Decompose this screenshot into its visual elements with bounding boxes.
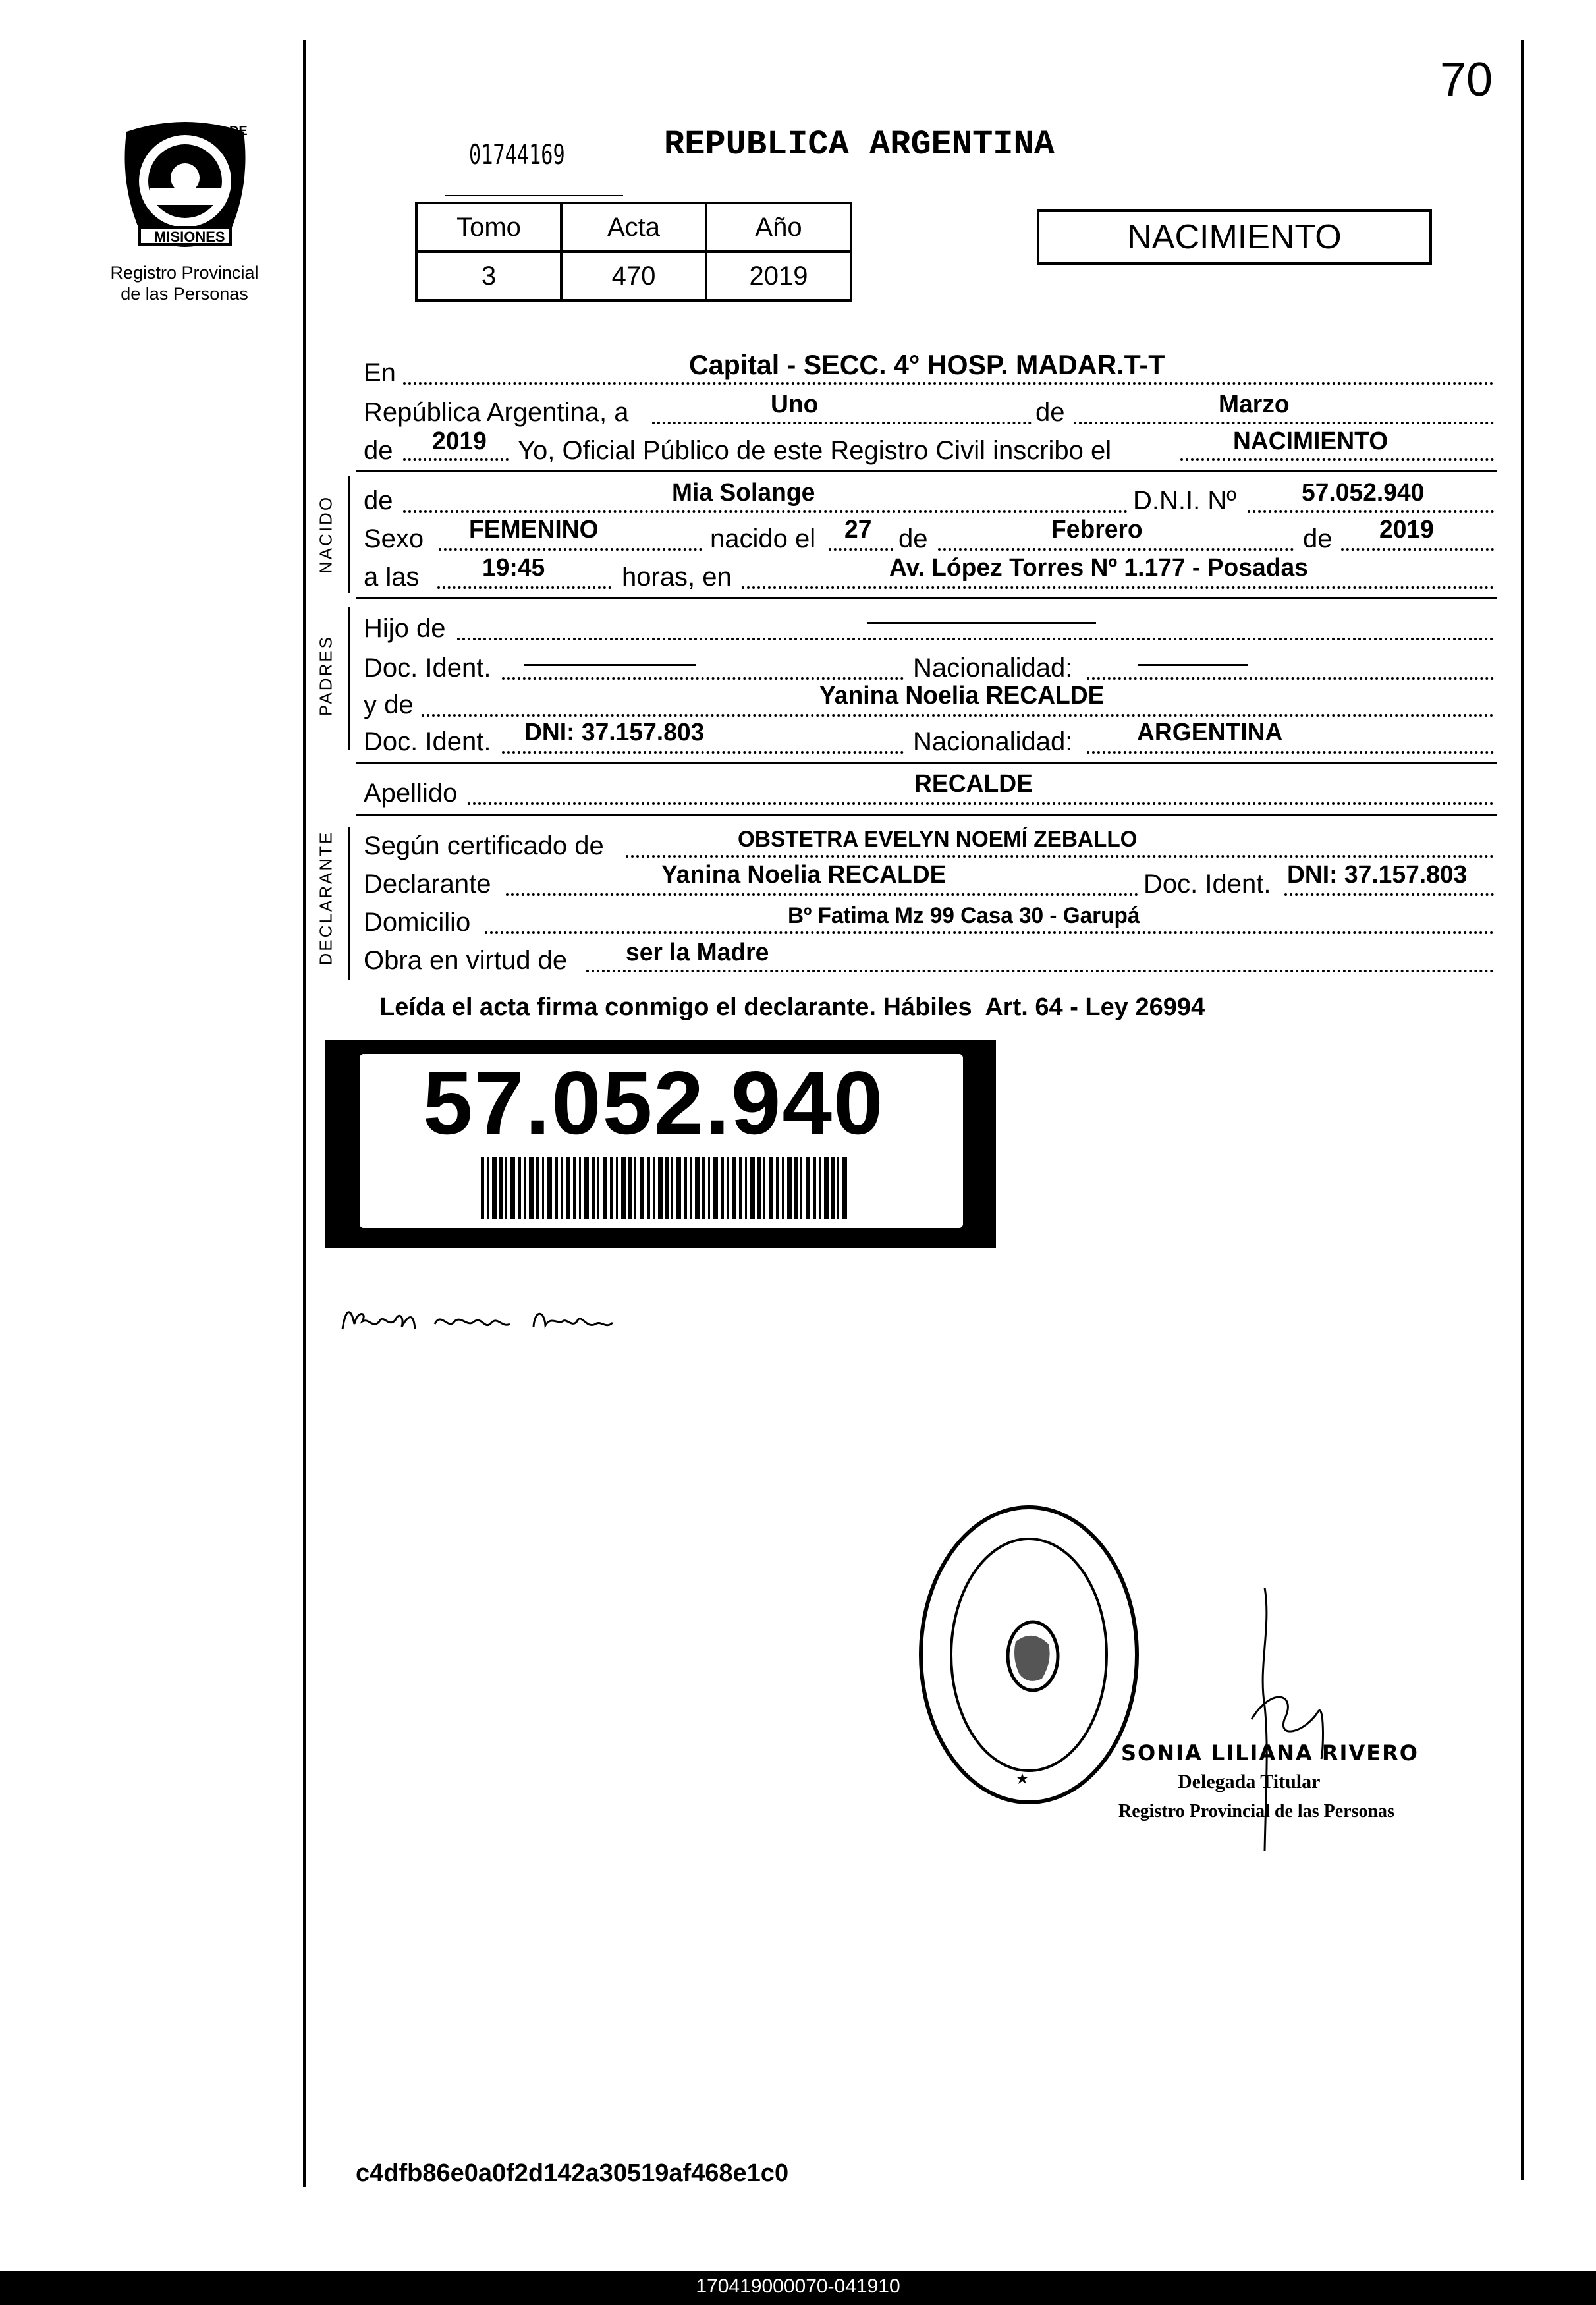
- apellido-value: RECALDE: [914, 770, 1033, 798]
- dots-father-doc: [502, 677, 904, 680]
- table-header-ano: Año: [706, 203, 851, 252]
- dots-name: [403, 510, 1128, 513]
- mother-nationality-value: ARGENTINA: [1137, 719, 1283, 746]
- nacido-side-label: NACIDO: [316, 495, 336, 574]
- officer-name: SONIA LILIANA RIVERO: [1121, 1740, 1419, 1765]
- birth-month-value: Febrero: [1051, 516, 1143, 543]
- y-de-label: y de: [364, 690, 414, 719]
- dots-place: [403, 382, 1494, 385]
- table-value-tomo: 3: [416, 252, 561, 300]
- de-label-1: de: [1035, 398, 1065, 427]
- dots-father-nat: [1087, 677, 1494, 680]
- table-value-acta: 470: [561, 252, 706, 300]
- declarante-side-label: DECLARANTE: [316, 830, 336, 966]
- serial-number: 01744169: [469, 138, 565, 171]
- obra-value: ser la Madre: [626, 939, 769, 966]
- dots-year: [403, 458, 509, 461]
- dots-birth-day: [829, 548, 893, 551]
- registry-table: [415, 202, 852, 302]
- document-hash: c4dfb86e0a0f2d142a30519af468e1c0: [356, 2159, 789, 2187]
- nacido-de-label: de: [364, 486, 393, 515]
- republic-label: República Argentina, a: [364, 398, 629, 427]
- dots-inscribe: [1180, 458, 1494, 461]
- padres-side-label: PADRES: [316, 635, 336, 716]
- doc-ident-label-2: Doc. Ident.: [364, 727, 491, 756]
- separator-1: [356, 470, 1497, 472]
- declarante-label: Declarante: [364, 870, 491, 899]
- dots-mother-nat: [1087, 751, 1494, 754]
- month-value: Marzo: [1219, 391, 1290, 418]
- registry-caption-line2: de las Personas: [121, 284, 248, 304]
- table-header-tomo: Tomo: [416, 203, 561, 252]
- dots-domicilio: [485, 931, 1494, 934]
- dots-mother: [422, 714, 1494, 717]
- table-header-acta: Acta: [561, 203, 706, 252]
- father-doc-dash: [524, 664, 696, 666]
- right-margin-line: [1521, 40, 1524, 2180]
- horas-label: horas, en: [622, 563, 732, 592]
- emblem-arc-text: PROVINCIA DE: [153, 124, 248, 138]
- page-number: 70: [1440, 53, 1493, 106]
- inscribe-type-value: NACIMIENTO: [1233, 428, 1389, 455]
- dni-label: D.N.I. Nº: [1133, 486, 1236, 515]
- officer-office: Registro Provincial de las Personas: [1118, 1801, 1394, 1821]
- separator-2: [356, 597, 1497, 599]
- registry-caption-line1: Registro Provincial: [110, 263, 259, 283]
- father-nat-dash: [1138, 664, 1248, 666]
- separator-3: [356, 762, 1497, 764]
- nacionalidad-label-1: Nacionalidad:: [913, 653, 1073, 682]
- obra-label: Obra en virtud de: [364, 946, 568, 975]
- dots-declarant: [506, 893, 1138, 896]
- declarant-doc-value: DNI: 37.157.803: [1287, 861, 1468, 889]
- record-type-box: NACIMIENTO: [1037, 209, 1432, 265]
- sexo-label: Sexo: [364, 524, 424, 553]
- sticker-number: 57.052.940: [423, 1053, 885, 1153]
- year-value: 2019: [432, 428, 487, 455]
- de-label-2: de: [364, 436, 393, 465]
- hijo-de-label: Hijo de: [364, 614, 446, 643]
- official-seal: [917, 1503, 1141, 1806]
- day-value: Uno: [771, 391, 819, 418]
- left-margin-line: [303, 40, 306, 2187]
- oficial-text: Yo, Oficial Público de este Registro Civil inscribo el: [518, 436, 1112, 465]
- domicilio-value: Bº Fatima Mz 99 Casa 30 - Garupá: [788, 903, 1140, 928]
- handwritten-signature: [336, 1298, 678, 1344]
- doc-ident-label-1: Doc. Ident.: [364, 653, 491, 682]
- emblem-banner-text: MISIONES: [154, 229, 225, 245]
- id-sticker: [325, 1040, 996, 1248]
- header-title: REPUBLICA ARGENTINA: [664, 125, 1055, 164]
- dots-father: [457, 638, 1494, 640]
- place-value: Capital - SECC. 4° HOSP. MADAR.T-T: [689, 349, 1165, 380]
- registry-caption: [86, 262, 283, 304]
- reading-note: Leída el acta firma conmigo el declarante. Hábiles Art. 64 - Ley 26994: [379, 993, 1205, 1021]
- dots-time: [437, 586, 611, 589]
- dots-obra: [586, 970, 1494, 972]
- en-label: En: [364, 358, 396, 387]
- dots-birth-year: [1341, 548, 1494, 551]
- child-name-value: Mia Solange: [672, 479, 815, 507]
- birth-place-value: Av. López Torres Nº 1.177 - Posadas: [889, 554, 1308, 582]
- mother-name-value: Yanina Noelia RECALDE: [819, 682, 1105, 709]
- dots-birth-place: [742, 586, 1494, 589]
- declarant-value: Yanina Noelia RECALDE: [661, 861, 947, 889]
- province-emblem: [113, 105, 257, 256]
- nacido-de-label-3: de: [1303, 524, 1333, 553]
- declarante-bracket: [348, 827, 350, 980]
- dots-day: [652, 422, 1032, 424]
- nacido-de-label-2: de: [898, 524, 928, 553]
- father-dash: [867, 622, 1096, 624]
- sticker-barcode: [481, 1157, 850, 1219]
- certificate-value: OBSTETRA EVELYN NOEMÍ ZEBALLO: [738, 827, 1138, 852]
- cert-label: Según certificado de: [364, 831, 604, 860]
- padres-bracket: [348, 607, 350, 750]
- nacido-el-label: nacido el: [710, 524, 816, 553]
- officer-role: Delegada Titular: [1178, 1771, 1321, 1792]
- decl-doc-label: Doc. Ident.: [1143, 870, 1271, 899]
- mother-doc-value: DNI: 37.157.803: [524, 719, 705, 746]
- serial-underline: [445, 195, 623, 196]
- birth-day-value: 27: [844, 516, 872, 543]
- dots-month: [1074, 422, 1494, 424]
- dots-mother-doc: [502, 751, 904, 754]
- dots-apellido: [468, 802, 1494, 805]
- dots-birth-month: [938, 548, 1294, 551]
- dots-cert: [626, 855, 1494, 858]
- dots-dni: [1248, 510, 1494, 513]
- dots-sexo: [439, 548, 702, 551]
- table-value-ano: 2019: [706, 252, 851, 300]
- a-las-label: a las: [364, 563, 420, 592]
- dots-declarant-doc: [1284, 893, 1494, 896]
- domicilio-label: Domicilio: [364, 908, 471, 937]
- nacionalidad-label-2: Nacionalidad:: [913, 727, 1073, 756]
- footer-code: 170419000070-041910: [696, 2275, 900, 2297]
- birth-year-value: 2019: [1379, 516, 1434, 543]
- separator-4: [356, 814, 1497, 816]
- child-dni-value: 57.052.940: [1302, 479, 1425, 507]
- sexo-value: FEMENINO: [469, 516, 599, 543]
- nacido-bracket: [348, 476, 350, 593]
- time-value: 19:45: [482, 554, 545, 582]
- apellido-label: Apellido: [364, 779, 458, 808]
